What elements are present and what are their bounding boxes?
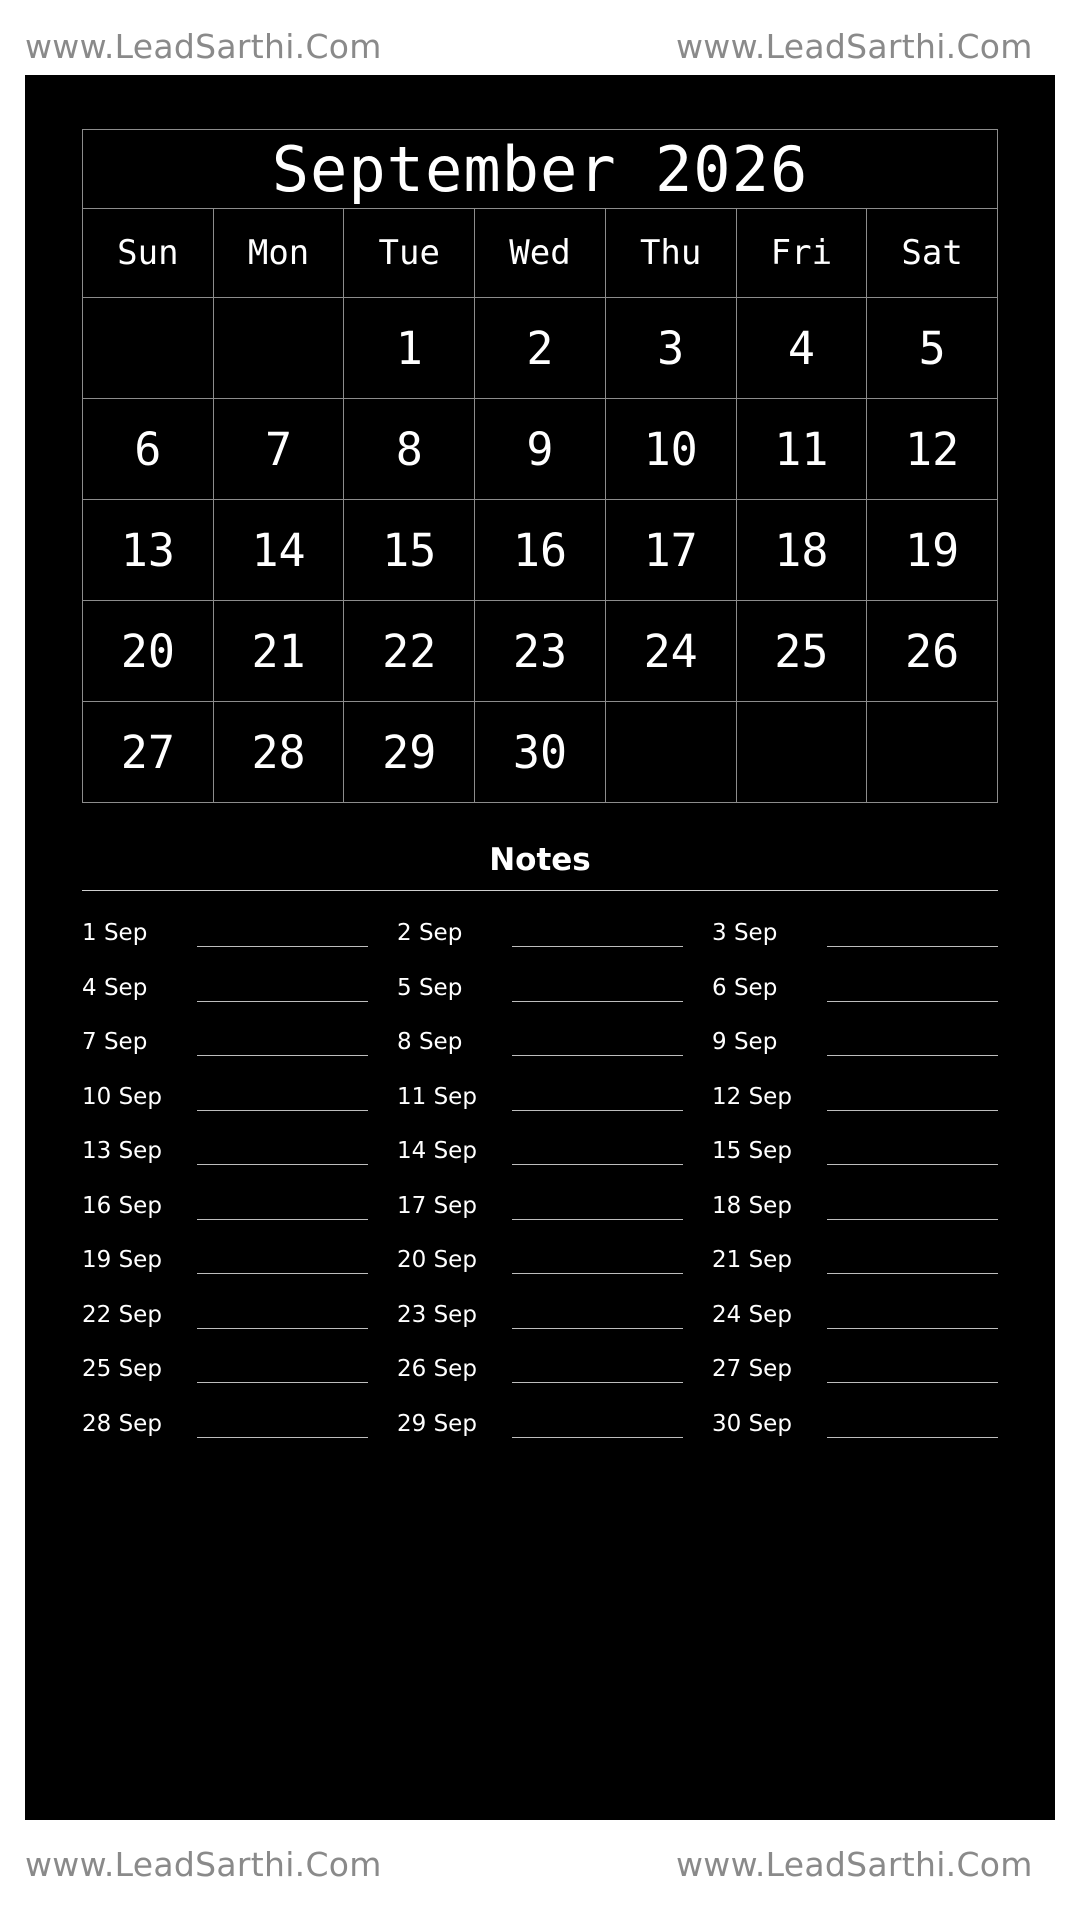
note-item bbox=[397, 1247, 683, 1302]
date-cell: 21 bbox=[213, 601, 344, 702]
calendar-week-row bbox=[83, 399, 998, 500]
note-date-label: 7 Sep bbox=[82, 1029, 148, 1055]
date-cell: 6 bbox=[83, 399, 214, 500]
calendar-week-row bbox=[83, 500, 998, 601]
note-date-label: 23 Sep bbox=[397, 1301, 477, 1328]
note-write-line bbox=[512, 1437, 683, 1438]
date-cell: 28 bbox=[213, 702, 344, 803]
weekday-thu: Thu bbox=[605, 209, 736, 298]
date-cell: 27 bbox=[83, 702, 214, 803]
note-write-line bbox=[197, 946, 368, 947]
note-write-line bbox=[197, 1001, 368, 1002]
note-write-line bbox=[512, 1382, 683, 1383]
note-item bbox=[712, 1138, 998, 1193]
date-cell: 17 bbox=[605, 500, 736, 601]
note-item bbox=[712, 1193, 998, 1248]
note-date-label: 10 Sep bbox=[82, 1083, 162, 1110]
notes-divider bbox=[82, 890, 998, 891]
note-date-label: 3 Sep bbox=[712, 920, 778, 946]
calendar-week-row bbox=[83, 298, 998, 399]
calendar-panel bbox=[25, 75, 1055, 1820]
date-cell: 20 bbox=[83, 601, 214, 702]
note-date-label: 18 Sep bbox=[712, 1192, 792, 1219]
empty-date-cell bbox=[736, 702, 867, 803]
date-cell: 4 bbox=[736, 298, 867, 399]
date-cell: 14 bbox=[213, 500, 344, 601]
date-cell: 29 bbox=[344, 702, 475, 803]
date-cell: 11 bbox=[736, 399, 867, 500]
date-cell: 13 bbox=[83, 500, 214, 601]
note-write-line bbox=[197, 1164, 368, 1165]
note-write-line bbox=[197, 1273, 368, 1274]
note-item bbox=[712, 1084, 998, 1139]
note-date-label: 26 Sep bbox=[397, 1356, 477, 1382]
note-write-line bbox=[512, 1328, 683, 1329]
note-date-label: 25 Sep bbox=[82, 1356, 162, 1382]
note-item bbox=[82, 1084, 368, 1139]
note-item bbox=[82, 1193, 368, 1248]
note-date-label: 22 Sep bbox=[82, 1301, 162, 1328]
note-item bbox=[712, 975, 998, 1030]
weekday-header-row bbox=[83, 209, 998, 298]
watermark-bottom-left: www.LeadSarthi.Com bbox=[25, 1845, 382, 1884]
note-write-line bbox=[512, 1219, 683, 1220]
weekday-sat: Sat bbox=[867, 209, 998, 298]
date-cell: 23 bbox=[475, 601, 606, 702]
note-item bbox=[397, 1138, 683, 1193]
note-date-label: 21 Sep bbox=[712, 1247, 792, 1273]
note-write-line bbox=[512, 1273, 683, 1274]
date-cell: 12 bbox=[867, 399, 998, 500]
note-write-line bbox=[197, 1110, 368, 1111]
note-item bbox=[397, 975, 683, 1030]
note-write-line bbox=[512, 1055, 683, 1056]
note-item bbox=[397, 1356, 683, 1411]
note-write-line bbox=[512, 1001, 683, 1002]
note-write-line bbox=[197, 1437, 368, 1438]
date-cell: 26 bbox=[867, 601, 998, 702]
note-date-label: 5 Sep bbox=[397, 974, 463, 1001]
date-cell: 10 bbox=[605, 399, 736, 500]
note-item bbox=[397, 1302, 683, 1357]
note-item bbox=[82, 1029, 368, 1084]
note-date-label: 17 Sep bbox=[397, 1192, 477, 1219]
calendar-week-row bbox=[83, 601, 998, 702]
note-write-line bbox=[827, 1219, 998, 1220]
date-cell: 1 bbox=[344, 298, 475, 399]
note-write-line bbox=[827, 1382, 998, 1383]
note-write-line bbox=[827, 1328, 998, 1329]
note-date-label: 4 Sep bbox=[82, 974, 148, 1001]
note-date-label: 2 Sep bbox=[397, 920, 463, 946]
note-date-label: 12 Sep bbox=[712, 1083, 792, 1110]
calendar-title: September 2026 bbox=[83, 130, 998, 209]
watermark-top-right: www.LeadSarthi.Com bbox=[676, 27, 1033, 66]
note-date-label: 13 Sep bbox=[82, 1138, 162, 1164]
empty-date-cell bbox=[867, 702, 998, 803]
empty-date-cell bbox=[83, 298, 214, 399]
note-write-line bbox=[827, 946, 998, 947]
note-write-line bbox=[827, 1110, 998, 1111]
note-date-label: 24 Sep bbox=[712, 1301, 792, 1328]
notes-grid bbox=[82, 920, 998, 1465]
note-write-line bbox=[197, 1328, 368, 1329]
notes-title: Notes bbox=[489, 842, 591, 878]
note-date-label: 11 Sep bbox=[397, 1083, 477, 1110]
date-cell: 25 bbox=[736, 601, 867, 702]
note-write-line bbox=[827, 1164, 998, 1165]
note-write-line bbox=[827, 1273, 998, 1274]
note-item bbox=[397, 1084, 683, 1139]
calendar-body bbox=[83, 298, 998, 803]
date-cell: 8 bbox=[344, 399, 475, 500]
note-item bbox=[82, 1247, 368, 1302]
note-date-label: 9 Sep bbox=[712, 1029, 778, 1055]
note-item bbox=[397, 920, 683, 975]
note-item bbox=[82, 1411, 368, 1466]
date-cell: 30 bbox=[475, 702, 606, 803]
note-date-label: 8 Sep bbox=[397, 1029, 463, 1055]
note-item bbox=[82, 1302, 368, 1357]
note-item bbox=[82, 1138, 368, 1193]
note-item bbox=[712, 1029, 998, 1084]
date-cell: 19 bbox=[867, 500, 998, 601]
empty-date-cell bbox=[605, 702, 736, 803]
note-date-label: 19 Sep bbox=[82, 1247, 162, 1273]
note-write-line bbox=[512, 1164, 683, 1165]
note-item bbox=[397, 1029, 683, 1084]
note-date-label: 29 Sep bbox=[397, 1410, 477, 1437]
note-item bbox=[712, 1302, 998, 1357]
note-write-line bbox=[197, 1219, 368, 1220]
note-write-line bbox=[827, 1437, 998, 1438]
note-write-line bbox=[827, 1055, 998, 1056]
note-write-line bbox=[197, 1382, 368, 1383]
date-cell: 22 bbox=[344, 601, 475, 702]
watermark-bottom-right: www.LeadSarthi.Com bbox=[676, 1845, 1033, 1884]
note-write-line bbox=[827, 1001, 998, 1002]
date-cell: 3 bbox=[605, 298, 736, 399]
note-item bbox=[397, 1193, 683, 1248]
note-item bbox=[712, 1247, 998, 1302]
date-cell: 5 bbox=[867, 298, 998, 399]
note-write-line bbox=[197, 1055, 368, 1056]
note-item bbox=[82, 975, 368, 1030]
note-date-label: 14 Sep bbox=[397, 1138, 477, 1164]
note-item bbox=[82, 1356, 368, 1411]
date-cell: 16 bbox=[475, 500, 606, 601]
weekday-mon: Mon bbox=[213, 209, 344, 298]
watermark-top-left: www.LeadSarthi.Com bbox=[25, 27, 382, 66]
note-date-label: 16 Sep bbox=[82, 1192, 162, 1219]
date-cell: 18 bbox=[736, 500, 867, 601]
date-cell: 24 bbox=[605, 601, 736, 702]
empty-date-cell bbox=[213, 298, 344, 399]
weekday-wed: Wed bbox=[475, 209, 606, 298]
weekday-fri: Fri bbox=[736, 209, 867, 298]
calendar-week-row bbox=[83, 702, 998, 803]
note-item bbox=[397, 1411, 683, 1466]
note-write-line bbox=[512, 946, 683, 947]
note-date-label: 15 Sep bbox=[712, 1138, 792, 1164]
note-item bbox=[712, 1411, 998, 1466]
note-date-label: 27 Sep bbox=[712, 1356, 792, 1382]
note-date-label: 1 Sep bbox=[82, 920, 148, 946]
weekday-sun: Sun bbox=[83, 209, 214, 298]
calendar-table bbox=[82, 129, 998, 803]
date-cell: 2 bbox=[475, 298, 606, 399]
note-date-label: 30 Sep bbox=[712, 1410, 792, 1437]
date-cell: 9 bbox=[475, 399, 606, 500]
note-date-label: 28 Sep bbox=[82, 1410, 162, 1437]
date-cell: 7 bbox=[213, 399, 344, 500]
date-cell: 15 bbox=[344, 500, 475, 601]
note-date-label: 6 Sep bbox=[712, 974, 778, 1001]
note-item bbox=[712, 920, 998, 975]
note-date-label: 20 Sep bbox=[397, 1247, 477, 1273]
note-item bbox=[712, 1356, 998, 1411]
note-write-line bbox=[512, 1110, 683, 1111]
note-item bbox=[82, 920, 368, 975]
weekday-tue: Tue bbox=[344, 209, 475, 298]
